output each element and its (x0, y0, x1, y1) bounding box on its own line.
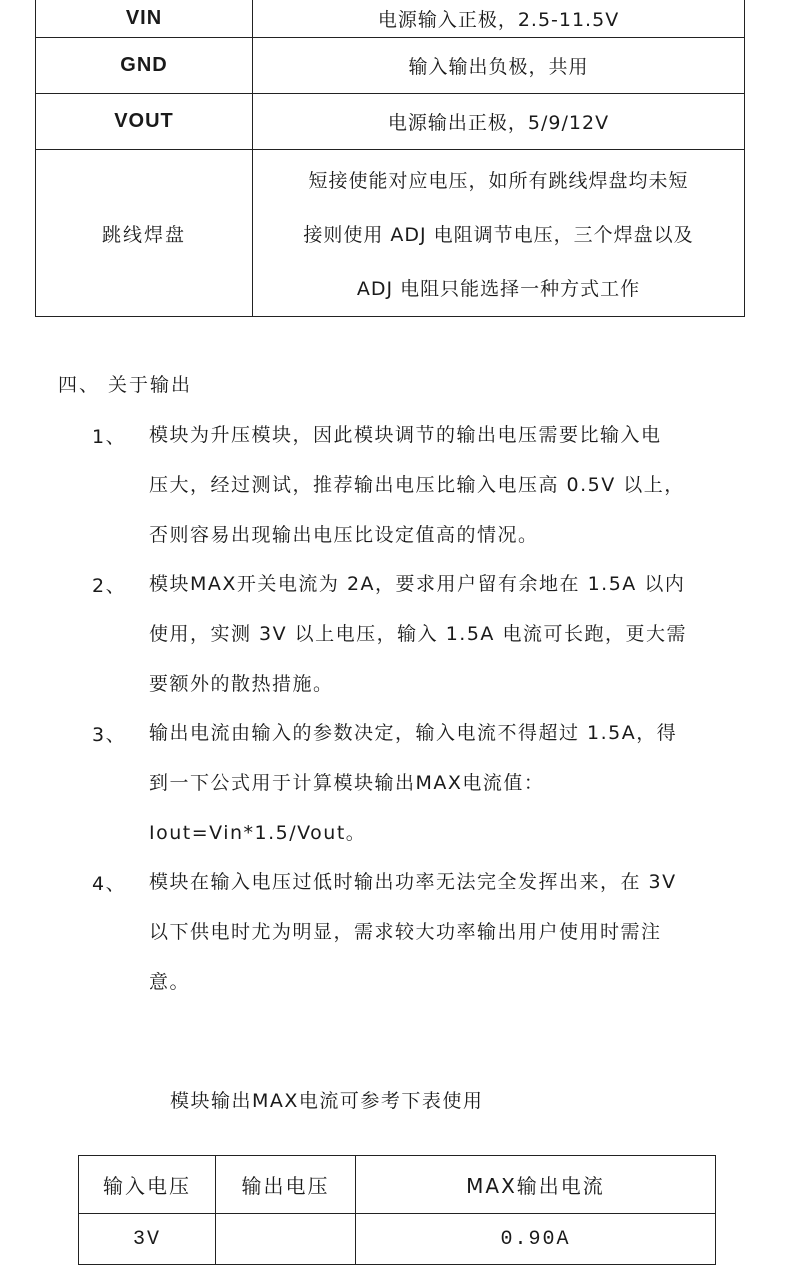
header-max-current: MAX输出电流 (356, 1156, 716, 1214)
section-heading: 四、 关于输出 (58, 374, 193, 396)
header-input-voltage: 输入电压 (79, 1156, 216, 1214)
item-line: 意。 (149, 971, 191, 993)
pin-name: VOUT (36, 94, 253, 150)
item-line: 否则容易出现输出电压比设定值高的情况。 (149, 524, 539, 546)
header-output-voltage: 输出电压 (216, 1156, 356, 1214)
item-line: 压大，经过测试，推荐输出电压比输入电压高 0.5V 以上， (149, 474, 685, 496)
pin-definition-table (35, 0, 745, 317)
item-number: 1、 (92, 426, 127, 448)
table-header-row (79, 1156, 716, 1214)
cell-max-current: 0.90A (356, 1214, 716, 1265)
pin-description: 电源输出正极，5/9/12V (253, 94, 745, 150)
item-line: Iout=Vin*1.5/Vout。 (149, 822, 367, 844)
max-current-table (78, 1155, 716, 1265)
item-line: 模块为升压模块，因此模块调节的输出电压需要比输入电 (149, 424, 662, 446)
item-number: 2、 (92, 575, 127, 597)
pin-name: GND (36, 38, 253, 94)
item-line: 输出电流由输入的参数决定，输入电流不得超过 1.5A，得 (149, 722, 678, 744)
pin-description (253, 150, 745, 317)
pin-description: 输入输出负极，共用 (253, 38, 745, 94)
description-line: ADJ 电阻只能选择一种方式工作 (356, 278, 641, 300)
cell-input-voltage: 3V (79, 1214, 216, 1265)
description-line: 短接使能对应电压，如所有跳线焊盘均未短 (308, 170, 689, 192)
table-row (36, 0, 745, 38)
item-line: 以下供电时尤为明显，需求较大功率输出用户使用时需注 (149, 921, 662, 943)
item-number: 4、 (92, 873, 127, 895)
cell-output-voltage (216, 1214, 356, 1265)
description-line: 接则使用 ADJ 电阻调节电压，三个焊盘以及 (303, 224, 694, 246)
table-row (36, 38, 745, 94)
table-row (36, 94, 745, 150)
item-line: 要额外的散热措施。 (149, 673, 334, 695)
pin-name: 跳线焊盘 (36, 150, 253, 317)
item-line: 模块MAX开关电流为 2A，要求用户留有余地在 1.5A 以内 (149, 573, 686, 595)
pin-description: 电源输入正极，2.5-11.5V (253, 0, 745, 38)
pin-name: VIN (36, 0, 253, 38)
table-caption: 模块输出MAX电流可参考下表使用 (170, 1090, 484, 1112)
item-line: 到一下公式用于计算模块输出MAX电流值： (149, 772, 545, 794)
table-row (79, 1214, 716, 1265)
item-number: 3、 (92, 724, 127, 746)
item-line: 使用，实测 3V 以上电压，输入 1.5A 电流可长跑，更大需 (149, 623, 687, 645)
item-line: 模块在输入电压过低时输出功率无法完全发挥出来，在 3V (149, 871, 677, 893)
table-row (36, 150, 745, 317)
